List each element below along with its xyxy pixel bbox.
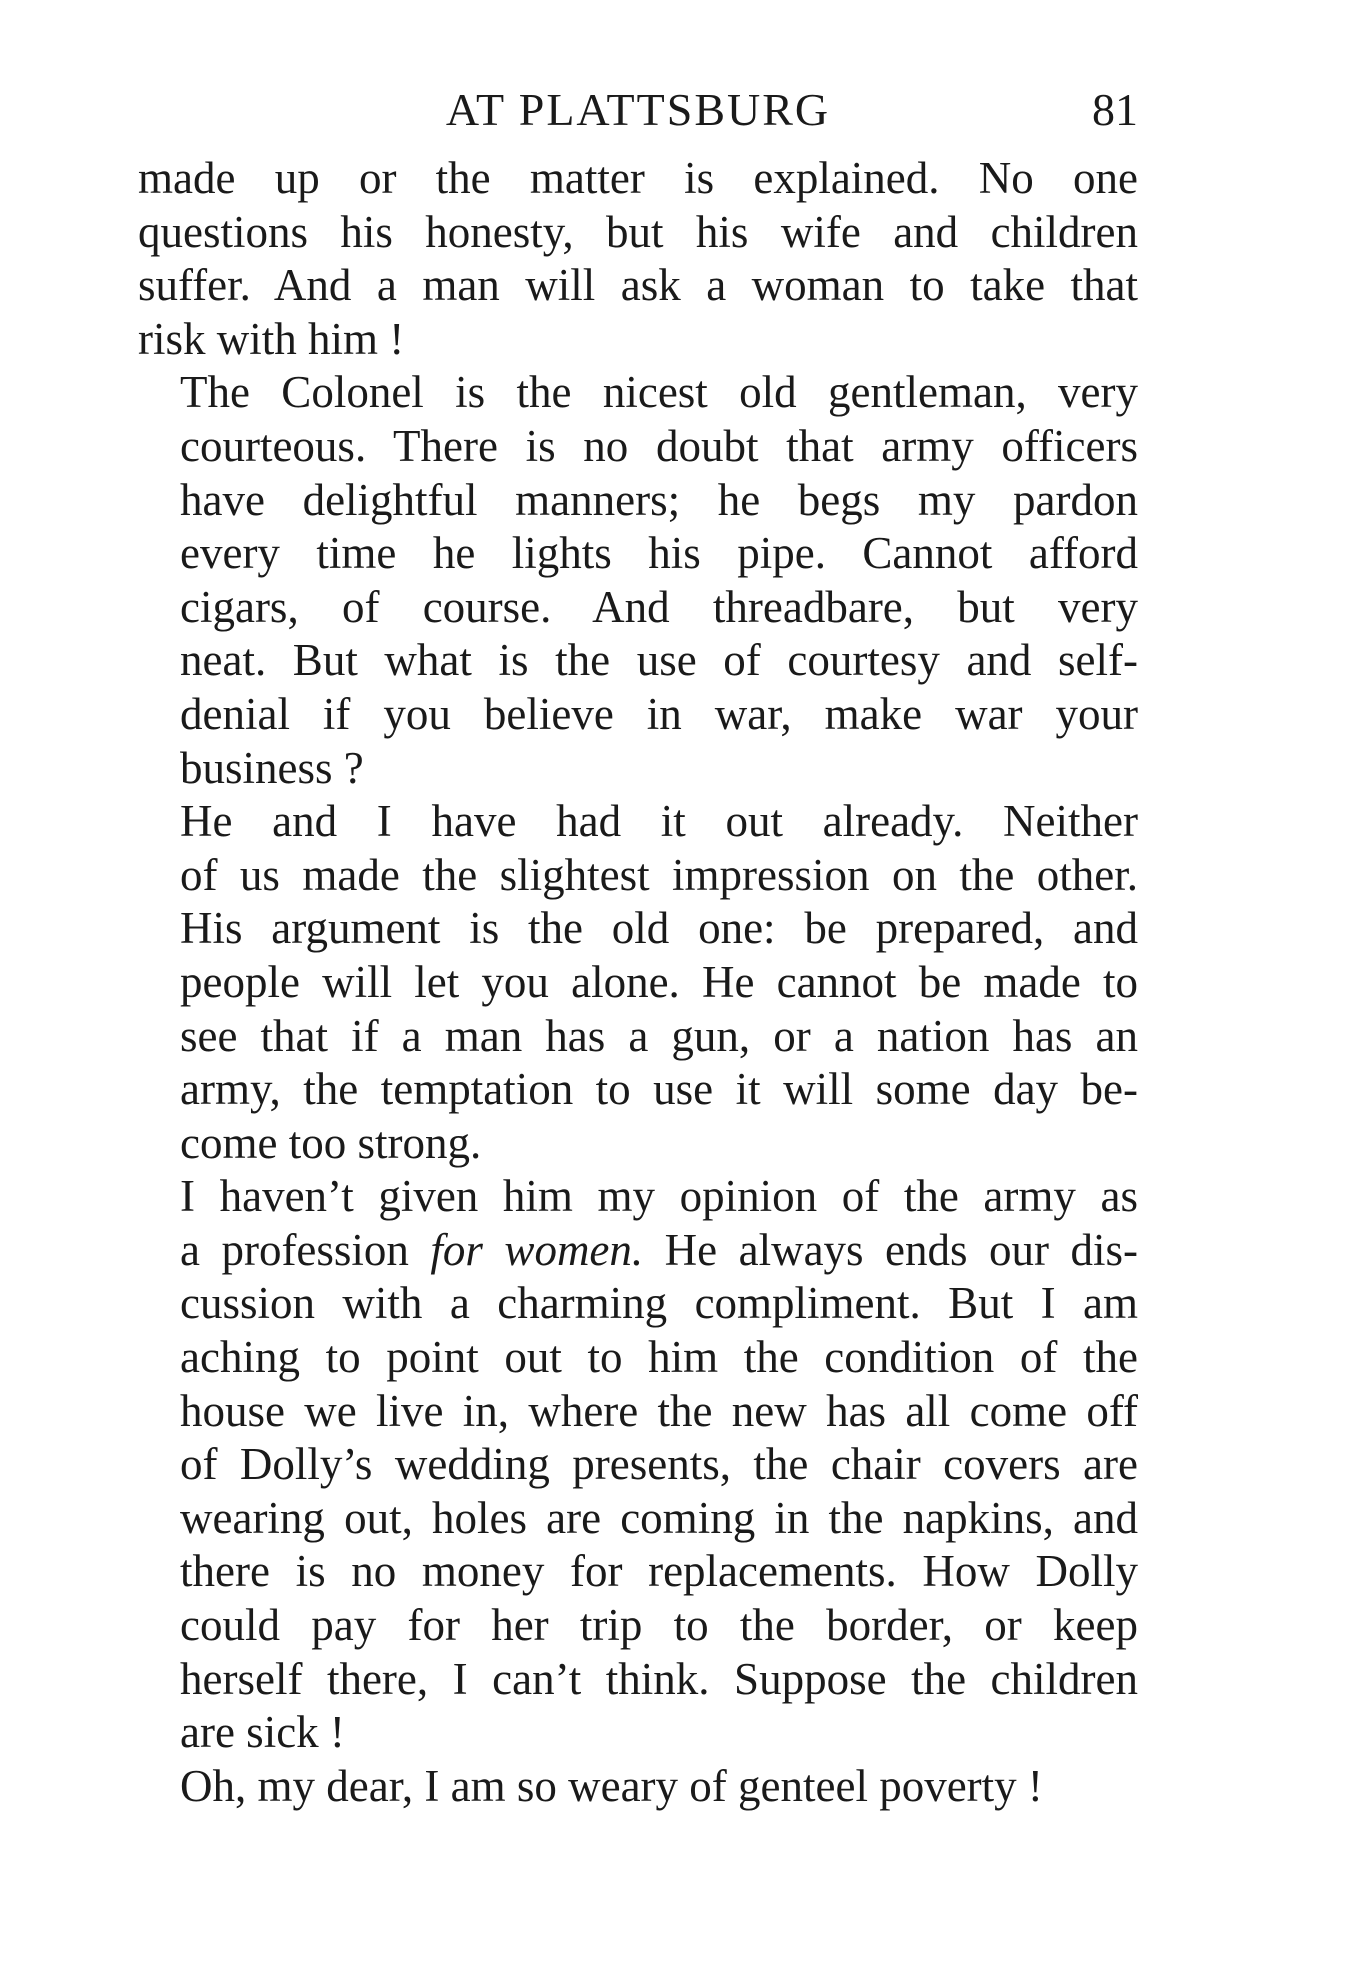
text-line: suffer. And a man will ask a woman to take that — [138, 260, 1138, 311]
page-number: 81 — [1092, 84, 1138, 135]
text-line: His argument is the old one: be prepared, and — [180, 903, 1138, 954]
text-line: of us made the slightest impression on the other. — [180, 849, 1138, 900]
text-line: denial if you believe in war, make war your — [180, 688, 1138, 739]
text-fragment: a profession — [180, 1224, 431, 1275]
text-line: courteous. There is no doubt that army officers — [180, 420, 1138, 471]
text-line: neat. But what is the use of courtesy and self- — [180, 635, 1138, 686]
paragraph-4 — [138, 1170, 1138, 1760]
text-line: there is no money for replacements. How Dolly — [180, 1546, 1138, 1597]
book-page — [138, 78, 1138, 1813]
text-line: business ? — [180, 742, 364, 793]
body-text — [138, 152, 1138, 1813]
text-fragment: He always ends our dis- — [643, 1224, 1139, 1275]
running-head — [138, 78, 1138, 142]
text-line: herself there, I can’t think. Suppose the children — [180, 1653, 1138, 1704]
text-line: questions his honesty, but his wife and children — [138, 206, 1138, 257]
italic-emphasis: for women. — [430, 1224, 644, 1275]
text-line: have delightful manners; he begs my pardon — [180, 474, 1138, 525]
text-line: every time he lights his pipe. Cannot afford — [180, 528, 1138, 579]
text-line: The Colonel is the nicest old gentleman, very — [180, 367, 1138, 418]
paragraph-5 — [138, 1760, 1138, 1814]
text-line: aching to point out to him the condition of the — [180, 1332, 1138, 1383]
text-line — [138, 1224, 1138, 1278]
running-title: AT PLATTSBURG — [445, 84, 831, 135]
text-line: made up or the matter is explained. No one — [138, 153, 1138, 203]
text-line: people will let you alone. He cannot be made to — [180, 956, 1138, 1007]
text-line: could pay for her trip to the border, or keep — [180, 1600, 1138, 1651]
paragraph-2 — [138, 366, 1138, 795]
text-line: house we live in, where the new has all come off — [180, 1385, 1138, 1436]
text-line: I haven’t given him my opinion of the army as — [180, 1171, 1138, 1222]
text-line: see that if a man has a gun, or a nation has an — [180, 1010, 1138, 1061]
text-line: Oh, my dear, I am so weary of genteel poverty ! — [180, 1760, 1043, 1811]
text-line: of Dolly’s wedding presents, the chair covers are — [180, 1439, 1138, 1490]
text-line: are sick ! — [180, 1707, 345, 1758]
text-line: cigars, of course. And threadbare, but very — [180, 581, 1138, 632]
text-line: risk with him ! — [138, 313, 405, 364]
text-line: wearing out, holes are coming in the napkins, and — [180, 1492, 1138, 1543]
text-line: army, the temptation to use it will some day be- — [180, 1064, 1138, 1115]
text-line: come too strong. — [180, 1117, 482, 1168]
paragraph-3 — [138, 795, 1138, 1170]
text-line: cussion with a charming compliment. But I am — [180, 1278, 1138, 1329]
text-line: He and I have had it out already. Neither — [180, 796, 1138, 847]
paragraph-1 — [138, 152, 1138, 366]
